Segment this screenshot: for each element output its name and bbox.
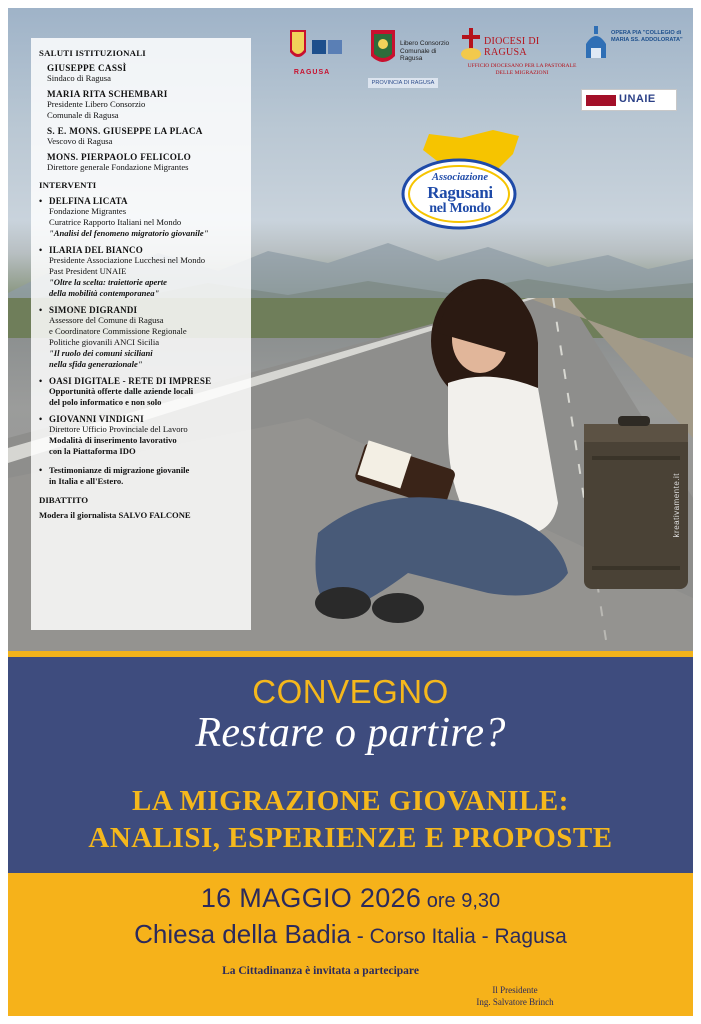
dibattito-text: Modera il giornalista SALVO FALCONE (39, 510, 191, 520)
event-poster (8, 8, 693, 1016)
talk-description: del polo informatico e non solo (49, 397, 162, 407)
speaker-role: Politiche giovanili ANCI Sicilia (49, 337, 160, 347)
testimonianze-text: in Italia e all'Estero. (49, 476, 124, 486)
bullet-icon: • (39, 245, 43, 255)
event-time: ore 9,30 (421, 890, 501, 912)
speaker-name: MARIA RITA SCHEMBARI (47, 89, 168, 99)
diocesi-ufficio-label: UFFICIO DIOCESANO PER LA PASTORALE DELLE MIGRAZIONI (467, 63, 577, 76)
associazione-label: Associazione (431, 172, 488, 183)
logo-libero-consorzio (368, 28, 448, 104)
interventi-heading: INTERVENTI (39, 180, 97, 190)
event-date: 16 MAGGIO 2026 (200, 883, 422, 913)
speaker-role: e Coordinatore Commissione Regionale (49, 326, 187, 336)
intervento-item (39, 245, 243, 299)
convegno-label: CONVEGNO (252, 673, 449, 710)
program-panel (31, 38, 251, 630)
talk-title: della mobilità contemporanea" (49, 288, 160, 298)
speaker-name: DELFINA LICATA (49, 196, 128, 206)
speaker-role: Presidente Associazione Lucchesi nel Mondo (49, 255, 206, 265)
speaker-name: MONS. PIERPAOLO FELICOLO (47, 152, 192, 162)
ragusa-crest-icon (280, 26, 344, 68)
bullet-icon: • (39, 465, 43, 475)
talk-description: con la Piattaforma IDO (49, 446, 136, 456)
president-signature (445, 984, 585, 1008)
speaker-role: Assessore del Comune di Ragusa (49, 315, 164, 325)
speaker-name: S. E. MONS. GIUSEPPE LA PLACA (47, 126, 203, 136)
diocesi-label: DIOCESI DI RAGUSA (484, 36, 540, 58)
designer-credit: kreativamente.it (672, 473, 681, 538)
logo-unaie (581, 89, 677, 111)
speaker-role: Presidente Libero Consorzio (47, 99, 146, 109)
talk-title: "Oltre la scelta: traiettorie aperte (49, 277, 167, 287)
speaker-name: ILARIA DEL BIANCO (49, 245, 143, 255)
nel-mondo-label: nel Mondo (429, 201, 491, 216)
intervento-item (39, 196, 243, 239)
bullet-icon: • (39, 414, 43, 424)
president-title: Il Presidente (492, 985, 538, 995)
intervento-item (39, 414, 243, 457)
talk-description: Modalità di inserimento lavorativo (49, 435, 177, 445)
logo-diocesi-ragusa (458, 26, 578, 86)
testimonianze-text: Testimonianze di migrazione giovanile (49, 465, 190, 475)
dibattito-heading: DIBATTITO (39, 495, 89, 505)
title-band (8, 657, 693, 873)
diocesi-emblem-icon (458, 26, 484, 62)
speaker-role: Fondazione Migrantes (49, 206, 127, 216)
president-name: Ing. Salvatore Brinch (476, 997, 554, 1007)
ragusa-label: RAGUSA (293, 69, 331, 76)
testimonianze-item (39, 465, 243, 487)
speaker-role: Direttore Ufficio Provinciale del Lavoro (49, 424, 188, 434)
logo-comune-ragusa (280, 26, 344, 82)
speaker-role: Vescovo di Ragusa (47, 136, 113, 146)
speaker-role: Past President UNAIE (49, 266, 127, 276)
talk-description: Opportunità offerte dalle aziende locali (49, 386, 194, 396)
unaie-flags-icon (586, 95, 616, 106)
invitation-text: La Cittadinanza è invitata a partecipare (222, 965, 419, 977)
logo-opera-pia (583, 26, 683, 76)
bullet-icon: • (39, 376, 43, 386)
bullet-icon: • (39, 305, 43, 315)
saluti-list (39, 63, 243, 173)
consorzio-crest-icon (368, 28, 398, 72)
bullet-icon: • (39, 196, 43, 206)
speaker-role: Comunale di Ragusa (47, 110, 119, 120)
talk-title: "Analisi del fenomeno migratorio giovanile" (49, 228, 209, 238)
subtitle-line-2: ANALISI, ESPERIENZE E PROPOSTE (88, 822, 613, 854)
girl-reading-illustration (298, 273, 598, 643)
talk-title: nella sfida generazionale" (49, 359, 143, 369)
intervento-item (39, 376, 243, 408)
talk-title: "Il ruolo dei comuni siciliani (49, 348, 153, 358)
opera-pia-label: OPERA PIA "COLLEGIO di MARIA SS. ADDOLORATA" (611, 30, 683, 43)
event-address: - Corso Italia - Ragusa (350, 925, 567, 948)
saluti-heading: SALUTI ISTITUZIONALI (39, 48, 146, 58)
church-dome-icon (583, 26, 609, 60)
logo-associazione-ragusani-nel-mondo (401, 124, 536, 234)
intervento-item (39, 305, 243, 370)
consorzio-label: Libero Consorzio Comunale di Ragusa (400, 40, 450, 62)
speaker-name: GIUSEPPE CASSÌ (47, 63, 127, 73)
event-venue: Chiesa della Badia (134, 919, 351, 949)
event-info-band (8, 873, 693, 1016)
speaker-name: OASI DIGITALE - RETE DI IMPRESE (49, 376, 212, 386)
speaker-name: GIOVANNI VINDIGNI (49, 414, 144, 424)
speaker-role: Direttore generale Fondazione Migrantes (47, 162, 189, 172)
main-title: Restare o partire? (195, 710, 506, 756)
provincia-label: PROVINCIA DI RAGUSA (368, 78, 438, 88)
event-date-line (8, 883, 693, 914)
unaie-label: UNAIE (619, 93, 656, 105)
speaker-role: Sindaco di Ragusa (47, 73, 111, 83)
ragusani-label: Ragusani (427, 183, 493, 202)
speaker-role: Curatrice Rapporto Italiani nel Mondo (49, 217, 182, 227)
speaker-name: SIMONE DIGRANDI (49, 305, 138, 315)
event-place-line (8, 919, 693, 950)
subtitle-line-1: LA MIGRAZIONE GIOVANILE: (132, 785, 569, 817)
